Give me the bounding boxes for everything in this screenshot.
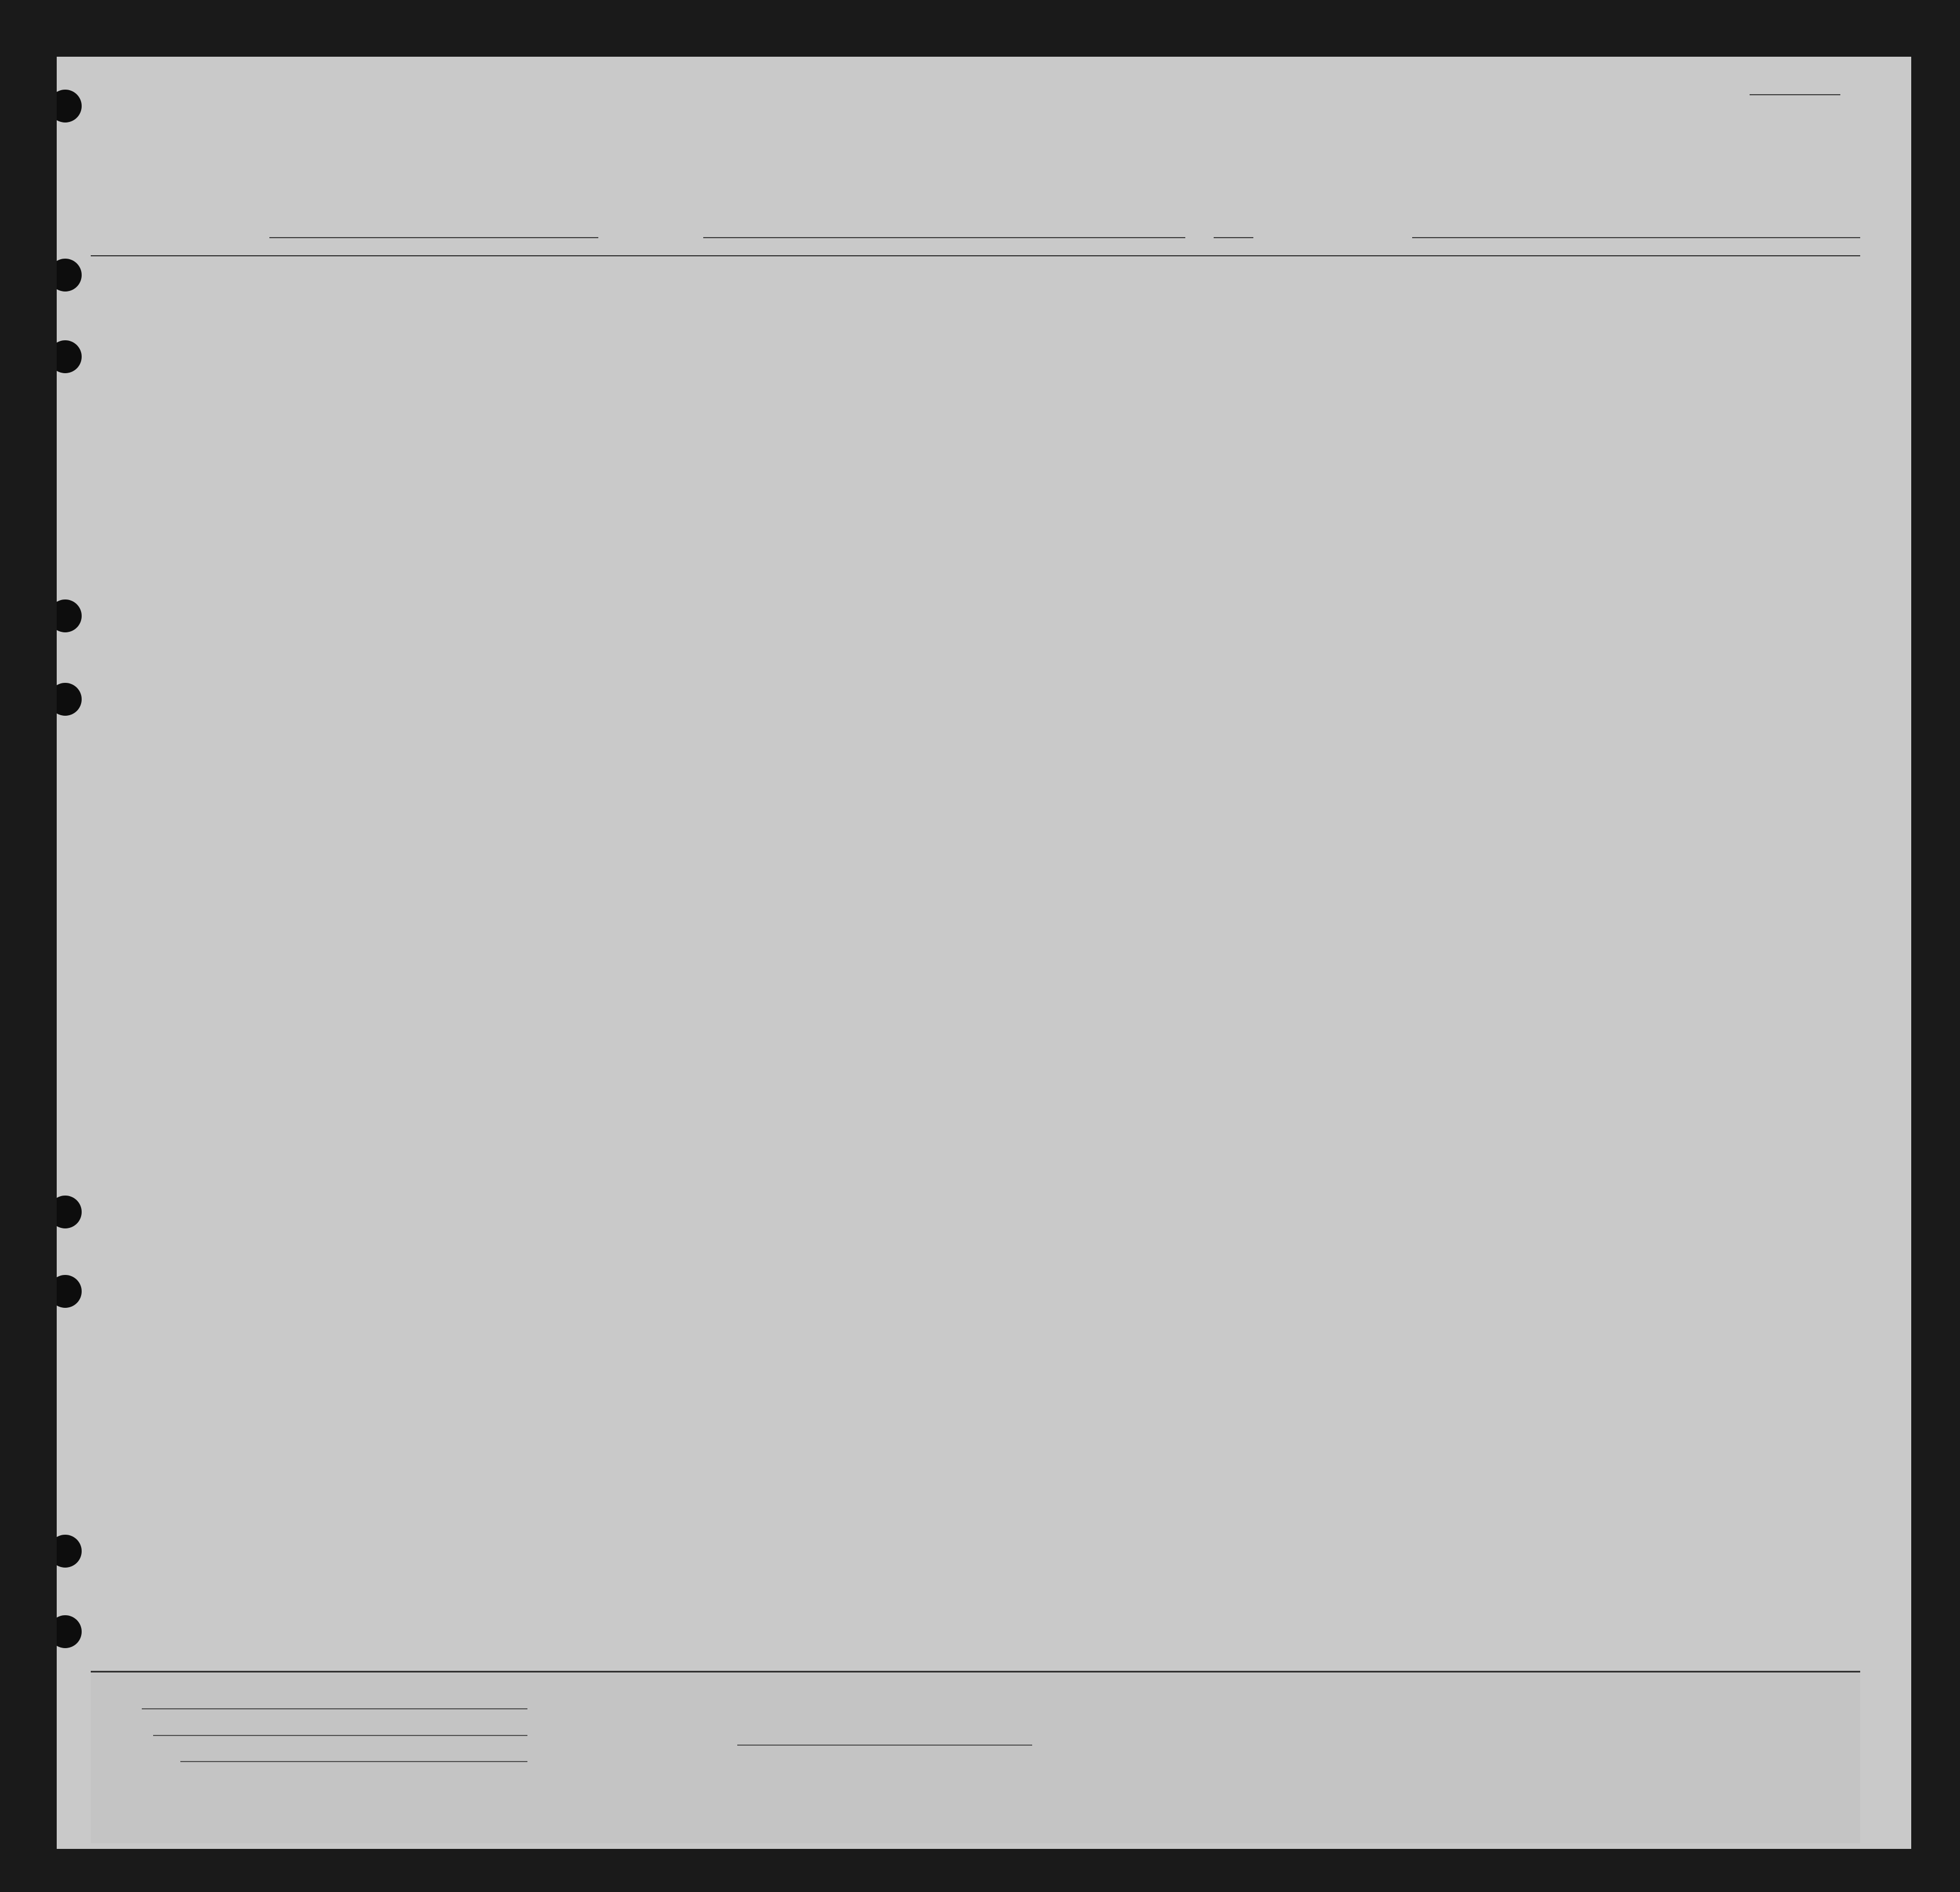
punch-hole [57,259,82,292]
line-field [142,1708,527,1709]
manifest-sheet [57,57,1911,1849]
punch-hole [57,683,82,716]
table-top-border [91,255,1860,256]
from-line [1412,237,1860,238]
punch-hole [57,1535,82,1568]
vessel-line [269,237,598,238]
punch-hole [57,340,82,373]
sheet-number-line [1750,94,1840,95]
owners-field [153,1735,527,1736]
table-bottom-border [91,1671,1860,1673]
punch-hole [57,1196,82,1228]
gpo-note [119,245,121,253]
footer-area [91,1673,1860,1843]
punch-hole [57,1275,82,1308]
arrival-line [703,237,1185,238]
punch-hole [57,1615,82,1648]
punch-hole [57,90,82,123]
year-line [1214,237,1253,238]
punch-hole [57,599,82,632]
inspector-line [737,1745,1032,1746]
local-agents-field [180,1761,527,1762]
